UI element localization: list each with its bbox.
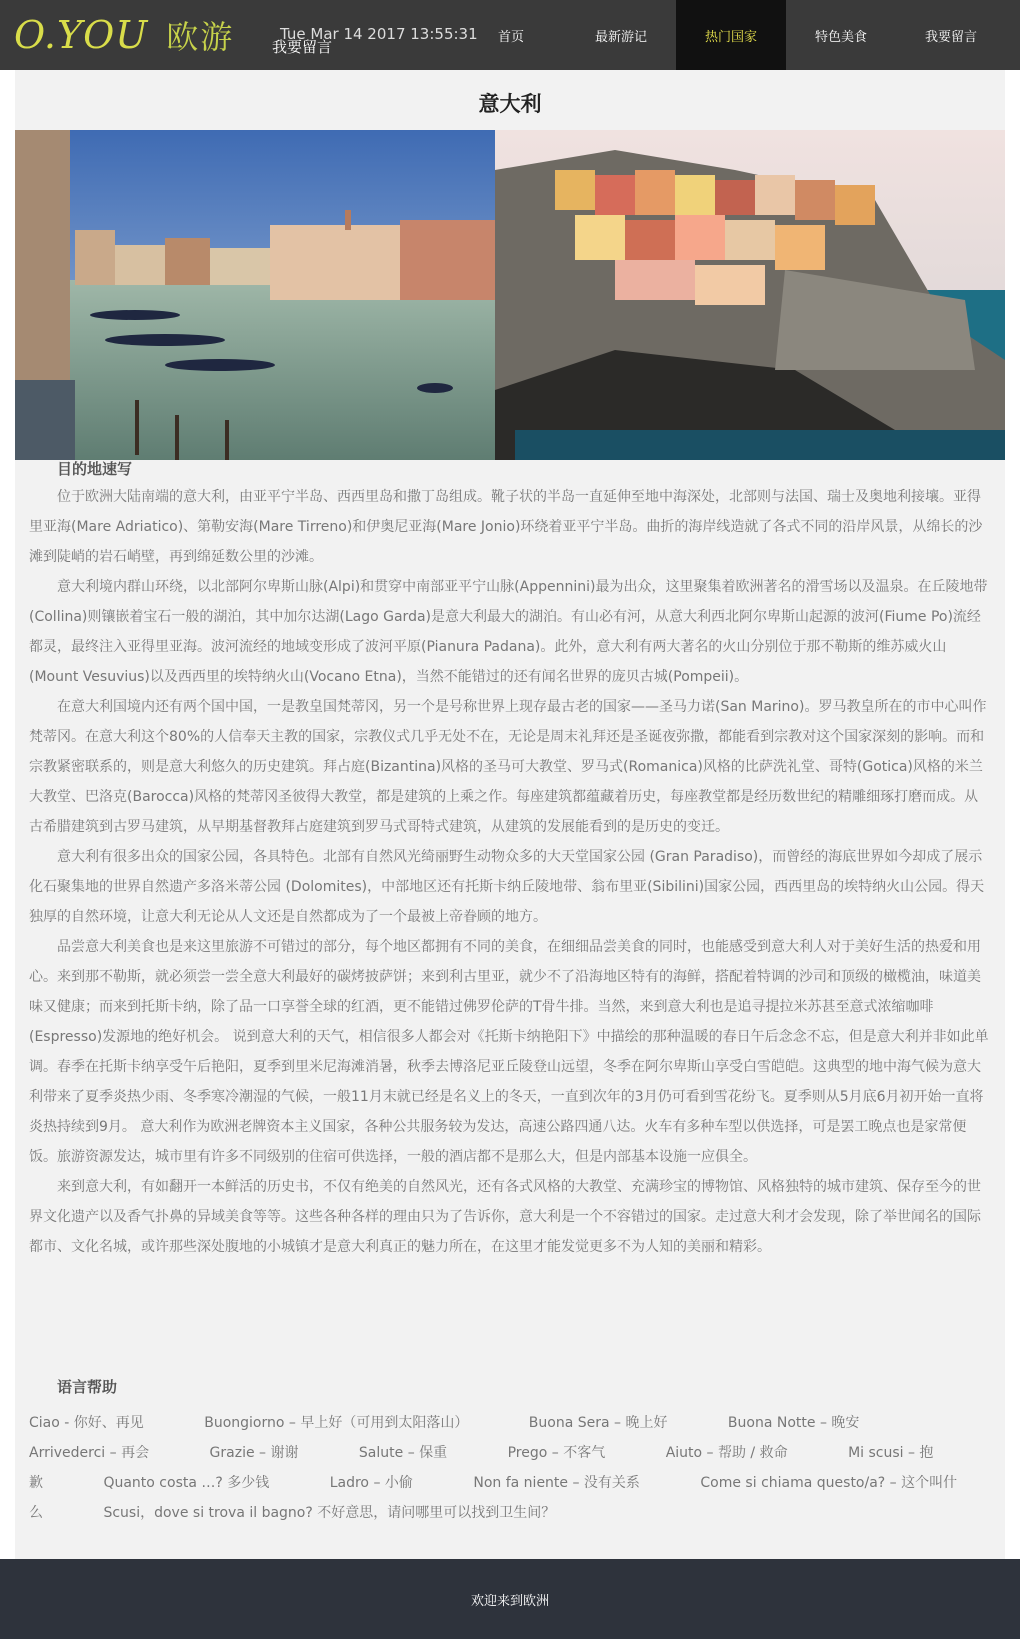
logo-latin-text: O.YOU (14, 13, 149, 57)
phrase-item: Non fa niente – 没有关系 (473, 1475, 640, 1491)
footer-text: 欢迎来到欧洲 (470, 1593, 549, 1609)
phrase-item: Aiuto – 帮助 / 救命 (665, 1445, 788, 1461)
main-content (15, 70, 1005, 1559)
overview-text (29, 482, 991, 1262)
phrase-item: Ciao - 你好、再见 (29, 1415, 144, 1431)
phrase-item: Arrivederci – 再会 (29, 1445, 150, 1461)
logo-cjk-text: 欧游 (166, 18, 235, 56)
phrase-item: Quanto costa …? 多少钱 (103, 1475, 270, 1491)
phrase-item: Buongiorno – 早上好（可用到太阳落山） (204, 1415, 469, 1431)
current-datetime: Tue Mar 14 2017 13:55:31 (280, 25, 478, 43)
paragraph-food-weather: 品尝意大利美食也是来这里旅游不可错过的部分，每个地区都拥有不同的美食，在细细品尝美食的同时，也能感受到意大利人对于美好生活的热爱和用心。来到那不勒斯，就必须尝一尝全意大利最好的碳烤披萨饼；来到利古里亚，就少不了沿海地区特有的海鲜，搭配着特调的沙司和顶级的橄榄油，味道美味又健康；而来到托斯卡纳，除了品一口享誉全球的红酒，更不能错过佛罗伦萨的T骨牛排。当然，来到意大利也是追寻提拉米苏甚至意式浓缩咖啡(Espresso)发源地的绝好机会。 说到意大利的天气，相信很多人都会对《托斯卡纳艳阳下》中描绘的那种温暖的春日午后念念不忘，但是意大利并非如此单调。春季在托斯卡纳享受午后艳阳，夏季到里米尼海滩消暑，秋季去博洛尼亚丘陵登山远望，冬季在阿尔卑斯山享受白雪皑皑。这典型的地中海气候为意大利带来了夏季炎热少雨、冬季寒冷潮湿的气候，一般11月末就已经是名义上的冬天，一直到次年的3月仍可看到雪花纷飞。夏季则从5月底6月初开始一直将炎热持续到9月。 意大利作为欧洲老牌资本主义国家，各种公共服务较为发达，高速公路四通八达。火车有多种车型以供选择，可是罢工晚点也是家常便饭。旅游资源发达，城市里有许多不同级别的住宿可供选择，一般的酒店都不是那么大，但是内部基本设施一应俱全。 (29, 939, 989, 1165)
nav-leave-message[interactable]: 我要留言 (924, 29, 977, 45)
site-footer (0, 1559, 1020, 1639)
site-logo[interactable] (14, 14, 234, 56)
main-nav (456, 0, 1006, 70)
phrase-item: Ladro – 小偷 (329, 1475, 413, 1491)
phrase-item: Scusi，dove si trova il bagno? 不好意思，请问哪里可以找到卫生间？ (103, 1505, 556, 1521)
section-title-language-help: 语言帮助 (57, 1378, 118, 1396)
phrase-item: Grazie – 谢谢 (209, 1445, 299, 1461)
paragraph-religion-architecture: 在意大利国境内还有两个国中国，一是教皇国梵蒂冈，另一个是号称世界上现存最古老的国家——圣马力诺(San Marino)。罗马教皇所在的市中心叫作梵蒂冈。在意大利这个80%的人信奉天主教的国家，宗教仪式几乎无处不在，无论是周末礼拜还是圣诞夜弥撒，都能看到宗教对这个国家深刻的影响。而和宗教紧密联系的，则是意大利悠久的历史建筑。拜占庭(Bizantina)风格的圣马可大教堂、罗马式(Romanica)风格的比萨洗礼堂、哥特(Gotica)风格的米兰大教堂、巴洛克(Barocca)风格的梵蒂冈圣彼得大教堂，都是建筑的上乘之作。每座建筑都蕴藏着历史，每座教堂都是经历数世纪的精雕细琢打磨而成。从古希腊建筑到古罗马建筑，从早期基督教拜占庭建筑到罗马式哥特式建筑，从建筑的发展能看到的是历史的变迁。 (29, 699, 987, 835)
paragraph-geography: 位于欧洲大陆南端的意大利，由亚平宁半岛、西西里岛和撒丁岛组成。靴子状的半岛一直延伸至地中海深处，北部则与法国、瑞士及奥地利接壤。亚得里亚海(Mare Adriatico)、第勒安海(Mare Tirreno)和伊奥尼亚海(Mare Jonio)环绕着亚平宁半岛。曲折的海岸线造就了各式不同的沿岸风景，从绵长的沙滩到陡峭的岩石峭壁，再到绵延数公里的沙滩。 (29, 489, 983, 565)
paragraph-mountains-rivers: 意大利境内群山环绕，以北部阿尔卑斯山脉(Alpi)和贯穿中南部亚平宁山脉(Appennini)最为出众，这里聚集着欧洲著名的滑雪场以及温泉。在丘陵地带(Collina)则镶嵌着宝石一般的湖泊，其中加尔达湖(Lago Garda)是意大利最大的湖泊。有山必有河，从意大利西北阿尔卑斯山起源的波河(Fiume Po)流经都灵，最终注入亚得里亚海。波河流经的地域变形成了波河平原(Pianura Padana)。此外，意大利有两大著名的火山分别位于那不勒斯的维苏威火山(Mount Vesuvius)以及西西里的埃特纳火山(Vocano Etna)，当然不能错过的还有闻名世界的庞贝古城(Pompeii)。 (29, 579, 988, 685)
overlay-leave-message: 我要留言 (272, 38, 333, 56)
nav-home[interactable]: 首页 (497, 29, 524, 45)
nav-popular-countries[interactable]: 热门国家 (676, 0, 786, 70)
phrase-item: Salute – 保重 (358, 1445, 448, 1461)
language-phrases (29, 1408, 991, 1528)
phrase-item: Buona Sera – 晚上好 (528, 1415, 668, 1431)
phrase-item: Buona Notte – 晚安 (727, 1415, 860, 1431)
phrase-item: Mi scusi – 抱歉 (29, 1445, 934, 1491)
top-navbar (0, 0, 1020, 70)
phrase-item: Come si chiama questo/a? – 这个叫什么 (29, 1475, 958, 1521)
hero-images (15, 130, 1005, 460)
nav-latest-travelogues[interactable]: 最新游记 (594, 29, 647, 45)
page-title: 意大利 (478, 92, 542, 116)
cinque-terre-image (495, 130, 1005, 460)
section-title-overview: 目的地速写 (57, 460, 133, 478)
paragraph-conclusion: 来到意大利，有如翻开一本鲜活的历史书，不仅有绝美的自然风光，还有各式风格的大教堂、充满珍宝的博物馆、风格独特的城市建筑、保存至今的世界文化遗产以及香气扑鼻的异域美食等等。这些各种各样的理由只为了告诉你，意大利是一个不容错过的国家。走过意大利才会发现，除了举世闻名的国际都市、文化名城，或许那些深处腹地的小城镇才是意大利真正的魅力所在，在这里才能发觉更多不为人知的美丽和精彩。 (29, 1179, 981, 1255)
paragraph-national-parks: 意大利有很多出众的国家公园，各具特色。北部有自然风光绮丽野生动物众多的大天堂国家公园 (Gran Paradiso)，而曾经的海底世界如今却成了展示化石聚集地的世界自然遗产多洛米蒂公园 (Dolomites)，中部地区还有托斯卡纳丘陵地带、翁布里亚(Sibilini)国家公园，西西里岛的埃特纳火山公园。得天独厚的自然环境，让意大利无论从人文还是自然都成为了一个最被上帝眷顾的地方。 (29, 849, 985, 925)
phrase-item: Prego – 不客气 (507, 1445, 606, 1461)
nav-special-food[interactable]: 特色美食 (814, 29, 867, 45)
venice-canal-image (15, 130, 495, 460)
